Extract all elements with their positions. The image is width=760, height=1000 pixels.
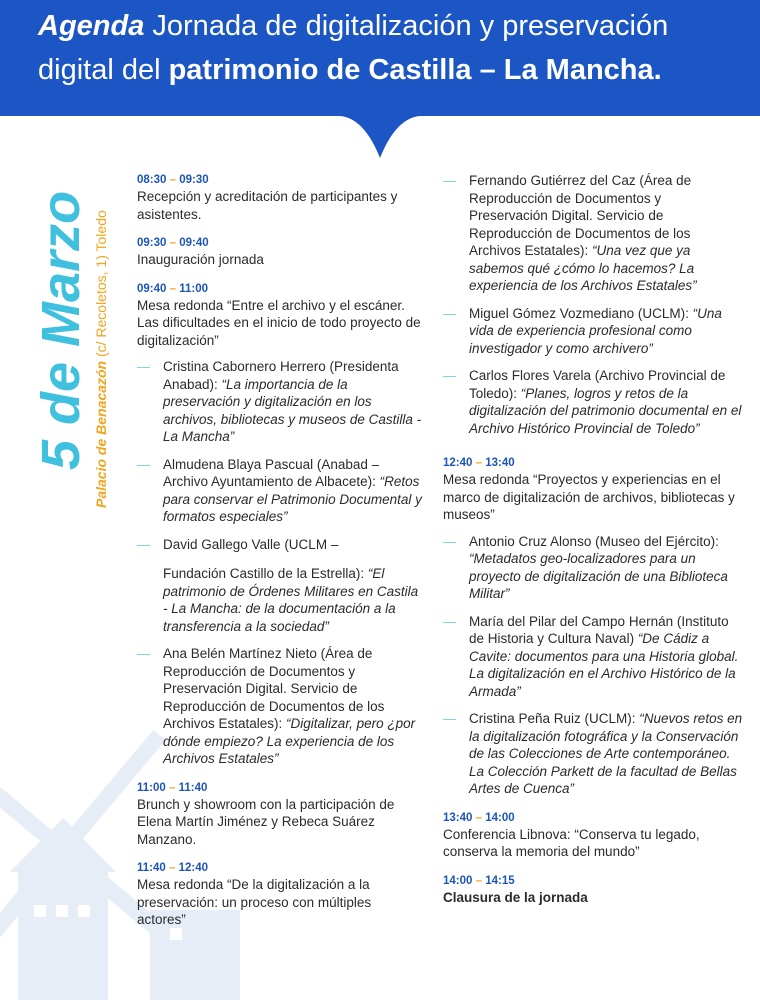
- slot-description: Mesa redonda “De la digitalización a la preservación: un proceso con múltiples actores”: [137, 877, 372, 927]
- speaker-item: — María del Pilar del Campo Hernán (Instituto de Historia y Cultura Naval) “De Cádiz a Cavite: documentos para una Historia global. La digitalización en el Archivo Histórico de la Armada”: [443, 613, 739, 699]
- venue-address: (c/ Recoletos, 1) Toledo: [93, 210, 109, 361]
- speaker-item: — Almudena Blaya Pascual (Anabad – Archivo Ayuntamiento de Albacete): “Retos para conservar el Patrimonio Documental y formatos especiales”: [137, 456, 422, 524]
- dash-bullet-icon: —: [443, 711, 456, 726]
- slot-time: 14:00 – 14:15: [443, 874, 515, 887]
- slot-time: 09:30 – 09:40: [137, 237, 209, 249]
- slot-description: Brunch y showroom con la participación de Elena Martín Jiménez y Rebeca Suárez Manzano.: [137, 796, 395, 847]
- dash-bullet-icon: —: [443, 173, 456, 188]
- agenda-slot: [443, 455, 743, 798]
- agenda-slot: [137, 780, 422, 849]
- speaker-item: — Antonio Cruz Alonso (Museo del Ejército): “Metadatos geo-localizadores para un proyecto de digitalización de una Biblioteca Militar”: [443, 533, 728, 601]
- slot-description: Mesa redonda “Proyectos y experiencias en el marco de digitalización de archivos, bibliotecas y museos”: [443, 472, 735, 522]
- slot-time: 13:40 – 14:00: [443, 811, 515, 824]
- slot-time: 11:00 – 11:40: [137, 781, 208, 794]
- slot-time: 08:30 – 09:30: [137, 174, 209, 186]
- title-part4: patrimonio de Castilla – La Mancha.: [168, 54, 662, 86]
- event-venue: [90, 163, 112, 508]
- speaker-item: — Ana Belén Martínez Nieto (Área de Reproducción de Documentos y Preservación Digital. Servicio de Reproducción de Documentos de los Archivos Estatales): “Digitalizar, pero ¿por dónde empiezo? La experiencia de los Archivos Estatales”: [137, 646, 416, 766]
- slot-description: Conferencia Libnova: “Conserva tu legado, conserva la memoria del mundo”: [443, 826, 700, 859]
- dash-bullet-icon: —: [443, 368, 456, 383]
- slot-description: Inauguración jornada: [137, 252, 264, 267]
- speaker-item: — Cristina Cabornero Herrero (Presidenta Anabad): “La importancia de la preservación y digitalización en los archivos, bibliotecas y museos de Castilla - La Mancha”: [137, 359, 422, 444]
- dash-bullet-icon: —: [443, 305, 456, 321]
- dash-bullet-icon: —: [443, 533, 456, 549]
- slot-time: 12:40 – 13:40: [443, 457, 515, 469]
- speaker-item: — Cristina Peña Ruiz (UCLM): “Nuevos retos en la digitalización fotográfica y la Conservación de las Colecciones de Arte contemporáneo. La Colección Parkett de la facultad de Bellas Artes de Cuenca”: [443, 711, 743, 796]
- event-date: 5 de Marzo: [31, 190, 91, 470]
- speaker-item: — Fernando Gutiérrez del Caz (Área de Reproducción de Documentos y Preservación Digital. Servicio de Reproducción de Documentos de los Archivos Estatales): “Una vez que ya sabemos qué ¿cómo lo hacemos? La experiencia de los Archivos Estatales”: [443, 173, 697, 293]
- slot-description: Recepción y acreditación de participantes y asistentes.: [137, 189, 398, 222]
- title-agenda: Agenda: [38, 10, 145, 42]
- speaker-item: — Miguel Gómez Vozmediano (UCLM): “Una vida de experiencia profesional como investigador y como archivero”: [443, 305, 722, 356]
- agenda-slot: [137, 860, 422, 929]
- dash-bullet-icon: —: [137, 359, 150, 374]
- slot-description: Mesa redonda “Entre el archivo y el escáner. Las dificultades en el inicio de todo proyecto de digitalización”: [137, 297, 421, 348]
- agenda-slot: [443, 873, 743, 907]
- venue-name: Palacio de Benacazón: [93, 360, 109, 508]
- date-block: [28, 170, 108, 515]
- agenda-slot: [137, 235, 422, 269]
- agenda-slot: [443, 810, 743, 861]
- agenda-slot: [137, 281, 422, 768]
- slot-description: Clausura de la jornada: [443, 889, 588, 905]
- title-part3: digital del: [38, 54, 169, 86]
- agenda-slot: [137, 172, 422, 223]
- header-banner: [0, 0, 760, 160]
- agenda-column-left: [137, 172, 422, 941]
- speaker-item: — David Gallego Valle (UCLM – Fundación Castillo de la Estrella): “El patrimonio de Órdenes Militares en Castila - La Mancha: de la documentación a la transferencia a la sociedad”: [137, 536, 419, 634]
- slot-time: 09:40 – 11:00: [137, 282, 208, 295]
- dash-bullet-icon: —: [137, 536, 150, 552]
- title-part2: Jornada de digitalización y preservación: [144, 10, 669, 42]
- page-title: [38, 4, 738, 92]
- slot-time: 11:40 – 12:40: [137, 862, 208, 874]
- dash-bullet-icon: —: [137, 456, 150, 472]
- dash-bullet-icon: —: [137, 646, 150, 661]
- dash-bullet-icon: —: [443, 613, 456, 629]
- agenda-column-right: [443, 172, 743, 918]
- speaker-item: — Carlos Flores Varela (Archivo Provincial de Toledo): “Planes, logros y retos de la digitalización del patrimonio documental en el Archivo Histórico Provincial de Toledo”: [443, 368, 742, 436]
